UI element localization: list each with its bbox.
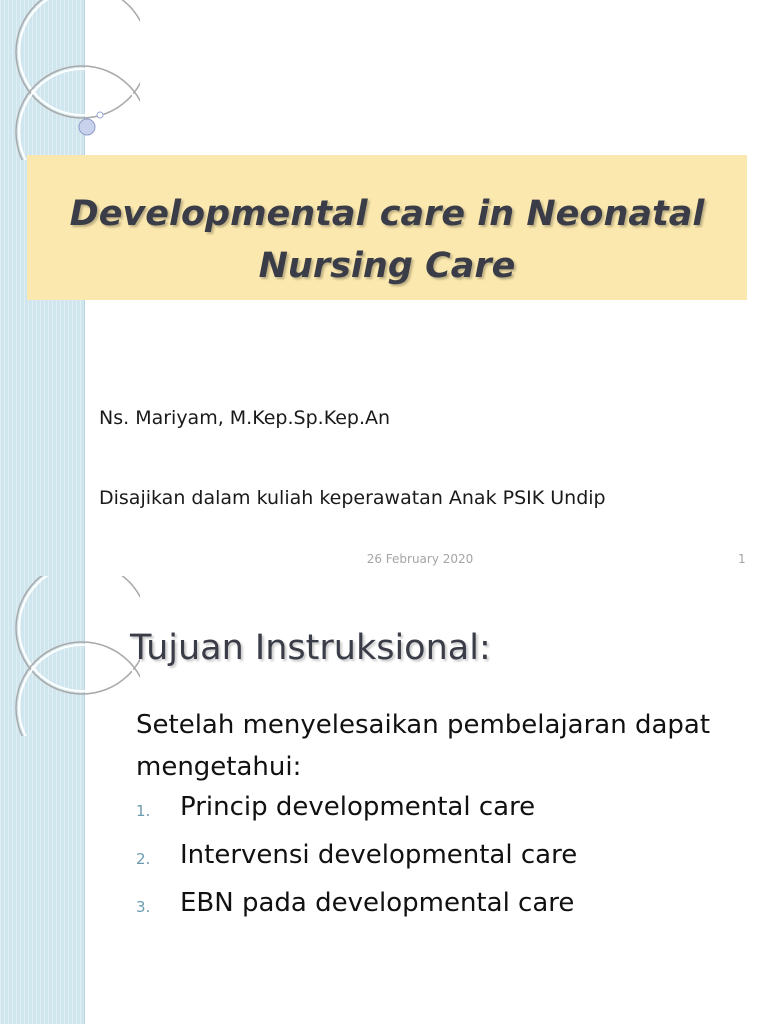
title-line-2: Nursing Care (258, 246, 516, 286)
list-number: 1. (136, 802, 151, 820)
list-text: Intervensi developmental care (180, 840, 578, 870)
list-text: EBN pada developmental care (180, 888, 575, 918)
slide-date: 26 February 2020 (366, 552, 474, 566)
list-number: 3. (136, 898, 151, 916)
decorative-rings (0, 0, 140, 160)
list-number: 2. (136, 850, 151, 868)
slide-heading: Tujuan Instruksional: (130, 628, 491, 668)
slide-number: 1 (738, 552, 746, 566)
author-name: Ns. Mariyam, M.Kep.Sp.Kep.An (99, 407, 391, 429)
list-text: Princip developmental care (180, 792, 536, 822)
objectives-slide (0, 576, 768, 1024)
presentation-context: Disajikan dalam kuliah keperawatan Anak PSIK Undip (99, 487, 606, 509)
slide-title (27, 188, 747, 292)
title-line-1: Developmental care in Neonatal (69, 194, 705, 234)
intro-text: Setelah menyelesaikan pembelajaran dapat mengetahui: (136, 710, 711, 782)
decorative-rings (0, 576, 140, 736)
